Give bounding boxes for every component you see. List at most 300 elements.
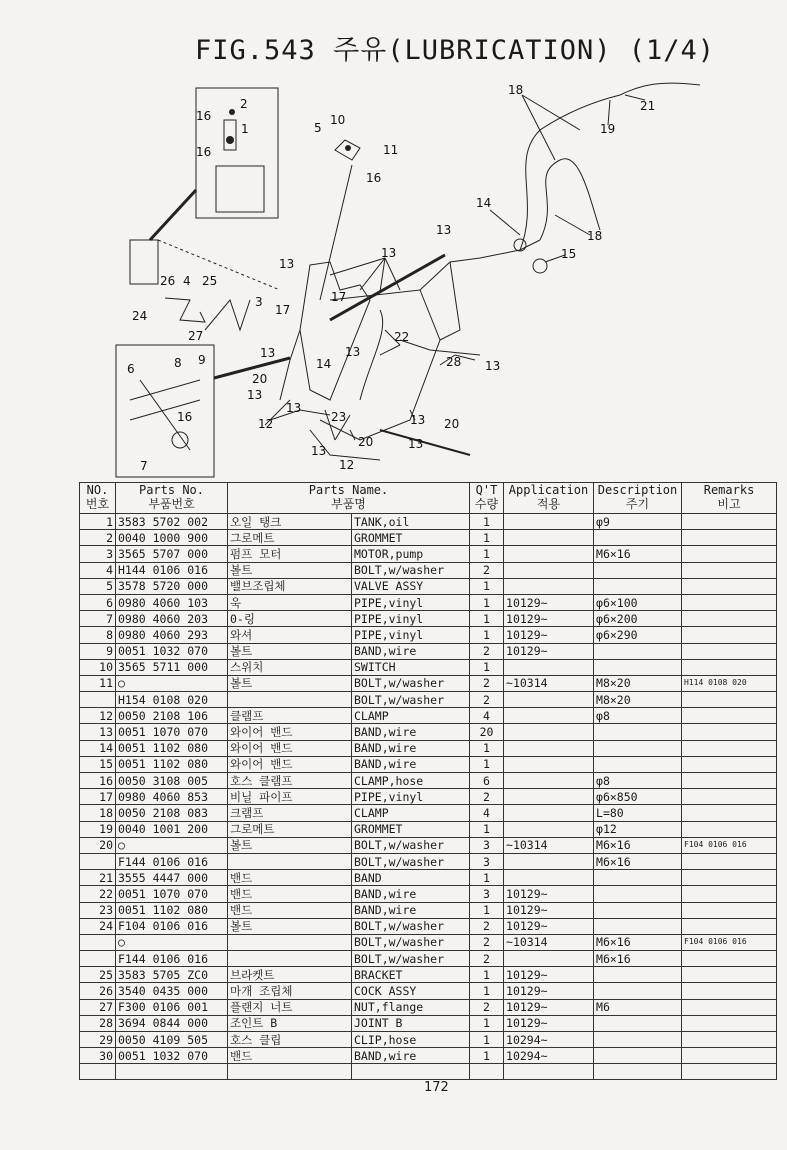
callout-label: 16 (177, 410, 193, 424)
cell-desc (594, 1048, 682, 1064)
cell-rem (682, 643, 777, 659)
blank-cell (80, 1064, 116, 1080)
cell-qt: 1 (470, 740, 504, 756)
table-row (80, 902, 777, 918)
cell-app: 10129~ (504, 627, 594, 643)
cell-no: 13 (80, 724, 116, 740)
cell-en: CLAMP,hose (352, 773, 470, 789)
cell-app (504, 870, 594, 886)
cell-kr (228, 934, 352, 950)
header-qt: Q'T 수량 (470, 483, 504, 514)
cell-desc: M6×16 (594, 837, 682, 853)
cell-rem (682, 999, 777, 1015)
cell-en: NUT,flange (352, 999, 470, 1015)
cell-kr: 비닐 파이프 (228, 789, 352, 805)
callout-label: 25 (202, 274, 218, 288)
cell-desc: φ6×200 (594, 611, 682, 627)
cell-pn: H144 0106 016 (116, 562, 228, 578)
cell-en: BAND,wire (352, 740, 470, 756)
callout-label: 16 (366, 171, 382, 185)
cell-app: 10129~ (504, 983, 594, 999)
cell-qt: 2 (470, 999, 504, 1015)
cell-rem (682, 611, 777, 627)
cell-desc: φ6×850 (594, 789, 682, 805)
cell-rem (682, 918, 777, 934)
cell-qt: 2 (470, 951, 504, 967)
callout-label: 15 (561, 247, 577, 261)
cell-desc (594, 870, 682, 886)
cell-kr: 밴드 (228, 1048, 352, 1064)
cell-rem (682, 886, 777, 902)
cell-kr: 클램프 (228, 708, 352, 724)
cell-kr: 크램프 (228, 805, 352, 821)
table-header-row (80, 483, 777, 514)
cell-en: BAND,wire (352, 886, 470, 902)
cell-app: 10129~ (504, 999, 594, 1015)
cell-en: BOLT,w/washer (352, 562, 470, 578)
cell-app (504, 514, 594, 530)
cell-pn: 0051 1032 070 (116, 1048, 228, 1064)
cell-desc: φ8 (594, 708, 682, 724)
callout-label: 21 (640, 99, 656, 113)
callout-label: 16 (196, 109, 212, 123)
cell-rem (682, 805, 777, 821)
cell-kr: 욱 (228, 594, 352, 610)
cell-desc: φ12 (594, 821, 682, 837)
cell-qt: 1 (470, 546, 504, 562)
cell-app (504, 740, 594, 756)
cell-no: 22 (80, 886, 116, 902)
cell-no: 26 (80, 983, 116, 999)
cell-en: SWITCH (352, 659, 470, 675)
cell-app: 10294~ (504, 1048, 594, 1064)
cell-desc (594, 983, 682, 999)
cell-kr: 와이어 밴드 (228, 724, 352, 740)
cell-app: 10129~ (504, 902, 594, 918)
cell-en: GROMMET (352, 821, 470, 837)
cell-desc: φ8 (594, 773, 682, 789)
cell-app (504, 805, 594, 821)
cell-en: BAND (352, 870, 470, 886)
cell-desc (594, 578, 682, 594)
cell-pn: 3583 5702 002 (116, 514, 228, 530)
cell-app: 10129~ (504, 594, 594, 610)
cell-desc (594, 740, 682, 756)
cell-desc (594, 1032, 682, 1048)
cell-en: VALVE ASSY (352, 578, 470, 594)
cell-no: 6 (80, 594, 116, 610)
cell-no: 24 (80, 918, 116, 934)
cell-pn: ○ (116, 837, 228, 853)
cell-qt: 1 (470, 659, 504, 675)
header-parts-no: Parts No. 부품번호 (116, 483, 228, 514)
page-number: 172 (424, 1080, 449, 1095)
cell-rem (682, 530, 777, 546)
cell-app: 10129~ (504, 1015, 594, 1031)
callout-label: 16 (196, 145, 212, 159)
cell-desc (594, 756, 682, 772)
table-row (80, 562, 777, 578)
cell-no: 11 (80, 675, 116, 691)
cell-en: BOLT,w/washer (352, 934, 470, 950)
cell-kr (228, 951, 352, 967)
cell-kr: 볼트 (228, 837, 352, 853)
cell-qt: 1 (470, 756, 504, 772)
table-blank-row (80, 1064, 777, 1080)
cell-kr: 와이어 밴드 (228, 740, 352, 756)
cell-app: 10129~ (504, 611, 594, 627)
callout-label: 18 (587, 229, 603, 243)
cell-desc (594, 562, 682, 578)
callout-label: 24 (132, 309, 148, 323)
cell-desc (594, 724, 682, 740)
cell-qt: 1 (470, 530, 504, 546)
callout-label: 12 (258, 417, 274, 431)
cell-rem (682, 627, 777, 643)
cell-app (504, 530, 594, 546)
table-row (80, 594, 777, 610)
callout-label: 10 (330, 113, 346, 127)
table-row (80, 1032, 777, 1048)
cell-en: JOINT B (352, 1015, 470, 1031)
cell-pn: 0051 1032 070 (116, 643, 228, 659)
cell-en: COCK ASSY (352, 983, 470, 999)
cell-kr: 볼트 (228, 643, 352, 659)
cell-en: BAND,wire (352, 756, 470, 772)
table-row (80, 627, 777, 643)
callout-label: 14 (476, 196, 492, 210)
cell-pn: 0050 2108 083 (116, 805, 228, 821)
callout-label: 22 (394, 330, 410, 344)
cell-no: 4 (80, 562, 116, 578)
cell-kr (228, 692, 352, 708)
cell-app: 10129~ (504, 643, 594, 659)
callout-label: 5 (314, 121, 322, 135)
cell-qt: 6 (470, 773, 504, 789)
table-row (80, 611, 777, 627)
table-row (80, 870, 777, 886)
cell-en: BAND,wire (352, 643, 470, 659)
cell-rem (682, 773, 777, 789)
cell-rem (682, 951, 777, 967)
cell-rem (682, 967, 777, 983)
callout-label: 17 (275, 303, 291, 317)
cell-no: 7 (80, 611, 116, 627)
callout-label: 11 (383, 143, 399, 157)
cell-pn: 0051 1102 080 (116, 740, 228, 756)
cell-no (80, 853, 116, 869)
cell-kr: 호스 클립 (228, 1032, 352, 1048)
cell-app (504, 659, 594, 675)
cell-pn: 0980 4060 203 (116, 611, 228, 627)
blank-cell (228, 1064, 352, 1080)
cell-qt: 2 (470, 692, 504, 708)
blank-cell (504, 1064, 594, 1080)
table-row (80, 934, 777, 950)
cell-app (504, 724, 594, 740)
cell-app: 10129~ (504, 886, 594, 902)
cell-desc (594, 659, 682, 675)
cell-en: BOLT,w/washer (352, 853, 470, 869)
callout-label: 1 (241, 122, 249, 136)
cell-no: 18 (80, 805, 116, 821)
cell-en: BAND,wire (352, 724, 470, 740)
cell-rem (682, 1048, 777, 1064)
cell-kr: 밴드 (228, 902, 352, 918)
cell-app: ~10314 (504, 837, 594, 853)
cell-no (80, 934, 116, 950)
cell-app (504, 578, 594, 594)
callout-label: 3 (255, 295, 263, 309)
cell-app (504, 756, 594, 772)
cell-qt: 1 (470, 902, 504, 918)
cell-en: BAND,wire (352, 902, 470, 918)
cell-kr: 볼트 (228, 562, 352, 578)
cell-pn: ○ (116, 934, 228, 950)
cell-kr: 밴드 (228, 870, 352, 886)
cell-pn: F144 0106 016 (116, 853, 228, 869)
cell-app (504, 708, 594, 724)
cell-no: 16 (80, 773, 116, 789)
cell-app (504, 789, 594, 805)
cell-desc (594, 902, 682, 918)
cell-en: GROMMET (352, 530, 470, 546)
cell-no (80, 692, 116, 708)
cell-rem (682, 659, 777, 675)
cell-pn: 3578 5720 000 (116, 578, 228, 594)
cell-kr: 브라켓트 (228, 967, 352, 983)
cell-qt: 2 (470, 675, 504, 691)
blank-cell (470, 1064, 504, 1080)
callout-label: 9 (198, 353, 206, 367)
callout-label: 26 (160, 274, 176, 288)
cell-no: 25 (80, 967, 116, 983)
callout-label: 20 (252, 372, 268, 386)
cell-kr: 스위치 (228, 659, 352, 675)
cell-pn: H154 0108 020 (116, 692, 228, 708)
cell-en: BOLT,w/washer (352, 918, 470, 934)
callout-label: 8 (174, 356, 182, 370)
table-row (80, 967, 777, 983)
cell-en: BOLT,w/washer (352, 675, 470, 691)
cell-kr: 그로메트 (228, 821, 352, 837)
cell-qt: 2 (470, 918, 504, 934)
cell-qt: 1 (470, 983, 504, 999)
cell-qt: 3 (470, 837, 504, 853)
header-no: NO. 번호 (80, 483, 116, 514)
cell-desc: M6×16 (594, 853, 682, 869)
cell-desc: φ6×100 (594, 594, 682, 610)
cell-pn: 0980 4060 103 (116, 594, 228, 610)
callout-label: 19 (600, 122, 616, 136)
cell-pn: F144 0106 016 (116, 951, 228, 967)
table-row (80, 659, 777, 675)
table-row (80, 821, 777, 837)
callout-label: 28 (446, 355, 462, 369)
cell-rem (682, 578, 777, 594)
cell-desc: M8×20 (594, 692, 682, 708)
callout-label: 13 (345, 345, 361, 359)
callout-label: 4 (183, 274, 191, 288)
cell-rem (682, 1032, 777, 1048)
cell-qt: 3 (470, 886, 504, 902)
cell-app (504, 821, 594, 837)
figure-title: FIG.543 주유(LUBRICATION) (1/4) (195, 35, 716, 66)
callout-label: 20 (358, 435, 374, 449)
cell-qt: 1 (470, 967, 504, 983)
callout-label: 13 (485, 359, 501, 373)
table-row (80, 1048, 777, 1064)
cell-pn: 0050 4109 505 (116, 1032, 228, 1048)
cell-qt: 1 (470, 594, 504, 610)
cell-app: 10294~ (504, 1032, 594, 1048)
cell-no: 9 (80, 643, 116, 659)
cell-en: BOLT,w/washer (352, 692, 470, 708)
cell-desc (594, 1015, 682, 1031)
callout-label: 13 (410, 413, 426, 427)
cell-kr: 와이어 밴드 (228, 756, 352, 772)
cell-qt: 1 (470, 627, 504, 643)
cell-rem (682, 708, 777, 724)
cell-rem (682, 514, 777, 530)
cell-no: 15 (80, 756, 116, 772)
callout-label: 14 (316, 357, 332, 371)
cell-en: BOLT,w/washer (352, 837, 470, 853)
cell-pn: 0051 1102 080 (116, 756, 228, 772)
cell-en: CLIP,hose (352, 1032, 470, 1048)
cell-no: 19 (80, 821, 116, 837)
blank-cell (594, 1064, 682, 1080)
cell-rem: H114 0108 020 (682, 675, 777, 691)
cell-desc (594, 886, 682, 902)
cell-desc (594, 918, 682, 934)
cell-no: 30 (80, 1048, 116, 1064)
cell-qt: 1 (470, 611, 504, 627)
cell-app (504, 546, 594, 562)
table-row (80, 837, 777, 853)
cell-app (504, 951, 594, 967)
cell-desc (594, 967, 682, 983)
cell-rem (682, 546, 777, 562)
callout-label: 13 (436, 223, 452, 237)
cell-desc: M6×16 (594, 951, 682, 967)
header-application: Application 적용 (504, 483, 594, 514)
cell-qt: 2 (470, 562, 504, 578)
callout-label: 23 (331, 410, 347, 424)
cell-rem (682, 724, 777, 740)
parts-table (79, 482, 777, 1080)
cell-rem (682, 756, 777, 772)
callout-label: 27 (188, 329, 204, 343)
table-row (80, 643, 777, 659)
cell-pn: 3583 5705 ZC0 (116, 967, 228, 983)
header-description: Description 주기 (594, 483, 682, 514)
cell-pn: 0051 1102 080 (116, 902, 228, 918)
blank-cell (682, 1064, 777, 1080)
cell-no: 23 (80, 902, 116, 918)
cell-en: BAND,wire (352, 1048, 470, 1064)
table-row (80, 578, 777, 594)
table-row (80, 708, 777, 724)
cell-kr: 마개 조립체 (228, 983, 352, 999)
cell-rem: F104 0106 016 (682, 934, 777, 950)
cell-no (80, 951, 116, 967)
cell-desc: L=80 (594, 805, 682, 821)
cell-rem (682, 594, 777, 610)
cell-en: TANK,oil (352, 514, 470, 530)
cell-pn: 3555 4447 000 (116, 870, 228, 886)
callout-label: 20 (444, 417, 460, 431)
cell-qt: 2 (470, 643, 504, 659)
cell-desc (594, 530, 682, 546)
cell-rem (682, 983, 777, 999)
header-parts-name: Parts Name. 부품명 (228, 483, 470, 514)
cell-kr: 볼트 (228, 918, 352, 934)
cell-en: BOLT,w/washer (352, 951, 470, 967)
cell-no: 1 (80, 514, 116, 530)
callout-label: 13 (260, 346, 276, 360)
table-row (80, 740, 777, 756)
table-row (80, 983, 777, 999)
cell-no: 12 (80, 708, 116, 724)
cell-app (504, 692, 594, 708)
cell-rem (682, 853, 777, 869)
cell-pn: 0980 4060 293 (116, 627, 228, 643)
cell-no: 3 (80, 546, 116, 562)
table-row (80, 1015, 777, 1031)
cell-qt: 2 (470, 934, 504, 950)
callout-label: 12 (339, 458, 355, 472)
cell-kr: 볼트 (228, 675, 352, 691)
cell-en: CLAMP (352, 708, 470, 724)
table-row (80, 999, 777, 1015)
table-row (80, 773, 777, 789)
cell-desc: M6×16 (594, 934, 682, 950)
cell-qt: 4 (470, 708, 504, 724)
cell-qt: 20 (470, 724, 504, 740)
cell-qt: 1 (470, 578, 504, 594)
cell-pn: 0051 1070 070 (116, 724, 228, 740)
cell-desc: M6×16 (594, 546, 682, 562)
cell-pn: 0980 4060 853 (116, 789, 228, 805)
cell-qt: 1 (470, 1032, 504, 1048)
cell-no: 28 (80, 1015, 116, 1031)
cell-app: ~10314 (504, 934, 594, 950)
cell-no: 10 (80, 659, 116, 675)
callout-label: 17 (331, 290, 347, 304)
cell-qt: 1 (470, 821, 504, 837)
cell-kr: 플랜지 너트 (228, 999, 352, 1015)
cell-qt: 1 (470, 1048, 504, 1064)
cell-desc (594, 643, 682, 659)
cell-no: 29 (80, 1032, 116, 1048)
diagram-callouts (127, 83, 655, 473)
table-row (80, 853, 777, 869)
cell-app: 10129~ (504, 967, 594, 983)
cell-pn: 3694 0844 000 (116, 1015, 228, 1031)
cell-app (504, 562, 594, 578)
cell-kr (228, 853, 352, 869)
cell-kr: 그로메트 (228, 530, 352, 546)
cell-no: 21 (80, 870, 116, 886)
cell-rem (682, 740, 777, 756)
cell-en: MOTOR,pump (352, 546, 470, 562)
callout-label: 13 (381, 246, 397, 260)
callout-label: 2 (240, 97, 248, 111)
callout-label: 13 (279, 257, 295, 271)
cell-en: PIPE,vinyl (352, 627, 470, 643)
cell-qt: 3 (470, 853, 504, 869)
